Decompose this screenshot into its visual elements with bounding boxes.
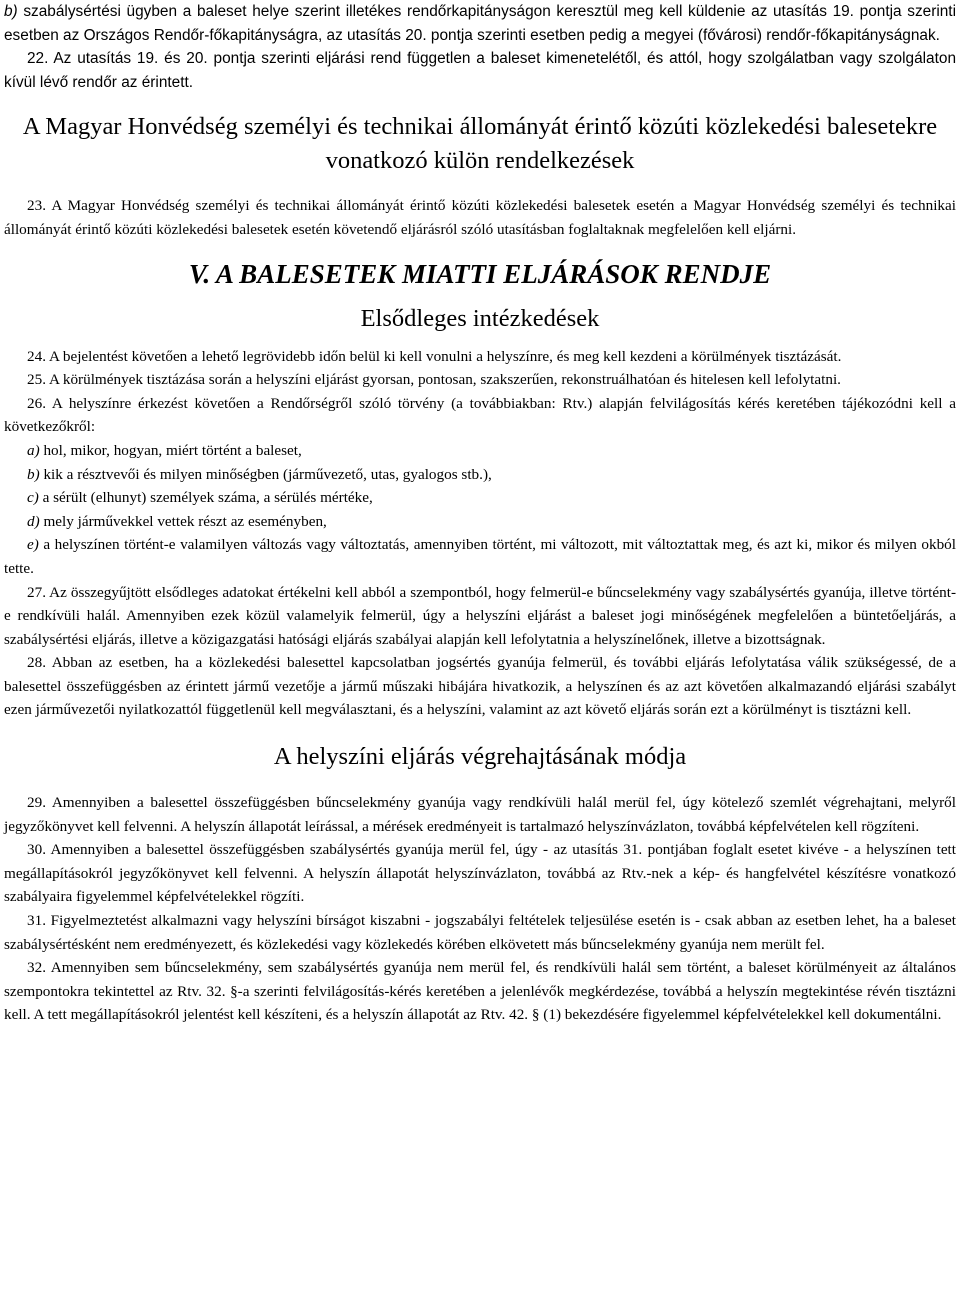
paragraph-26: 26. A helyszínre érkezést követően a Rendőrségről szóló törvény (a továbbiakban: Rtv.) alapján felvilágosítás kérés keretében tájékozódni kell a következőkről: [4,394,956,436]
paragraph-27: 27. Az összegyűjtött elsődleges adatokat értékelni kell abból a szempontból, hogy felmerül-e bűncselekmény vagy szabálysértés gyanúja, illetve történt-e rendkívüli halál. Amennyiben ezek közül valamelyik felmerül, úgy a helyszíni eljárást a baleset jogi minőségének megfelelően a büntetőeljárás, a szabálysértési eljárás, illetve a közigazgatási hatósági eljárás szabályai alapján kell lefolytatnia a helyszínelőnek, illetve a bizottságnak. [4,583,956,648]
paragraph-23: 23. A Magyar Honvédség személyi és technikai állományát érintő közúti közlekedési balesetek esetén a Magyar Honvédség személyi és technikai állományát érintő közúti közlekedési balesetek esetén követendő eljárásról szóló utasításban foglaltaknak megfelelően kell eljárni. [4,197,956,238]
paragraph-28: 28. Abban az esetben, ha a közlekedési balesettel kapcsolatban jogsértés gyanúja felmerül, és további eljárás lefolytatása válik szükségessé, de a balesettel összefüggésben az érintett jármű vezetője a jármű műszaki hibájára hivatkozik, a helyszínen és az azt követően alkalmazandó eljárási szabályt ezen járművezetői nyilatkozattól függetlenül kell megválasztani, és a helyszíni, valamint az azt követő eljárás során ezt a körülményt is tisztázni kell. [4,654,956,719]
list-item-e [4,533,956,580]
paragraph-21b [4,0,956,47]
subheading-helyszini-eljaras: A helyszíni eljárás végrehajtásának módja [273,743,687,771]
list-item-c [4,486,956,510]
item-text: a helyszínen történt-e valamilyen változás vagy változtatás, amennyiben történt, mi változott, mit változtattak meg, és azt ki, mikor és milyen okból tette. [4,536,956,577]
paragraph-25: 25. A körülmények tisztázása során a helyszíni eljárást gyorsan, pontosan, szakszerűen, rekonstruálhatóan és hitelesen kell lefolytatni. [27,371,841,389]
item-text: a sérült (elhunyt) személyek száma, a sérülés mértéke, [38,489,373,507]
item-text: kik a résztvevői és milyen minőségben (járművezető, utas, gyalogos stb.), [39,465,492,483]
item-label: d) [27,512,40,530]
item-label: a) [27,441,40,459]
item-label: b) [27,465,40,483]
item-label: b) [4,3,18,20]
subheading-elsodleges: Elsődleges intézkedések [360,304,600,332]
part-heading-v: V. A BALESETEK MIATTI ELJÁRÁSOK RENDJE [188,258,772,289]
paragraph-32: 32. Amennyiben sem bűncselekmény, sem szabálysértés gyanúja nem merül fel, és rendkívüli halál sem történt, a baleset körülményeit az általános szempontokra tekintettel az Rtv. 32. §-a szerinti felvilágosítás-kérés keretében a jelenlévők megkérdezése, továbbá a helyszín megtekintése révén tisztázni kell. A tett megállapításokról jelentést kell készíteni, és a helyszín állapotát az Rtv. 42. § (1) bekezdésére figyelemmel képfelvételekkel kell dokumentálni. [4,959,956,1024]
item-label: e) [27,536,39,554]
section-heading-honvedseg: A Magyar Honvédség személyi és technikai állományát érintő közúti közlekedési balesetekre vonatkozó külön rendelkezések [22,113,938,175]
paragraph-29: 29. Amennyiben a balesettel összefüggésben bűncselekmény gyanúja vagy rendkívüli halál merül fel, úgy kötelező szemlét végrehajtani, melyről jegyzőkönyvet kell felvenni. A helyszín állapotát leírással, a mérések eredményeit is tartalmazó helyszínvázlaton, továbbá képfelvételen kell rögzíteni. [4,794,956,835]
item-text: hol, mikor, hogyan, miért történt a baleset, [39,441,302,459]
item-text: szabálysértési ügyben a baleset helye szerint illetékes rendőrkapitányságon keresztül meg kell küldenie az utasítás 19. pontja szerinti esetben az Országos Rendőr-főkapitányságra, az utasítás 20. pontja szerinti esetben pedig a megyei (fővárosi) rendőr-főkapitányságnak. [4,3,956,44]
item-label: c) [27,489,39,507]
list-item-b [4,463,956,487]
paragraph-30: 30. Amennyiben a balesettel összefüggésben szabálysértés gyanúja merül fel, úgy - az utasítás 31. pontjában foglalt esetet kivéve - a helyszínen tett megállapításokról jegyzőkönyvet kell felvenni. A helyszín állapotát helyszínvázlaton, továbbá az Rtv.-nek a kép- és hangfelvétel készítésre vonatkozó szabályaira figyelemmel képfelvételekkel rögzíti. [4,841,956,906]
paragraph-22: 22. Az utasítás 19. és 20. pontja szerinti eljárási rend független a baleset kimenetelétől, és attól, hogy szolgálatban vagy szolgálaton kívül lévő rendőr az érintett. [4,50,956,91]
list-item-d [4,510,956,534]
paragraph-24: 24. A bejelentést követően a lehető legrövidebb időn belül ki kell vonulni a helyszínre, és meg kell kezdeni a körülmények tisztázását. [27,347,842,365]
item-text: mely járművekkel vettek részt az eseményben, [39,512,327,530]
list-item-a [4,439,956,463]
paragraph-31: 31. Figyelmeztetést alkalmazni vagy helyszíni bírságot kiszabni - jogszabályi feltételek teljesülése esetén is - csak abban az esetben lehet, ha a baleset szabálysértésként nem eredményezett, és közlekedési vagy közlekedés körében elkövetett más bűncselekmény gyanúja nem merült fel. [4,912,956,953]
